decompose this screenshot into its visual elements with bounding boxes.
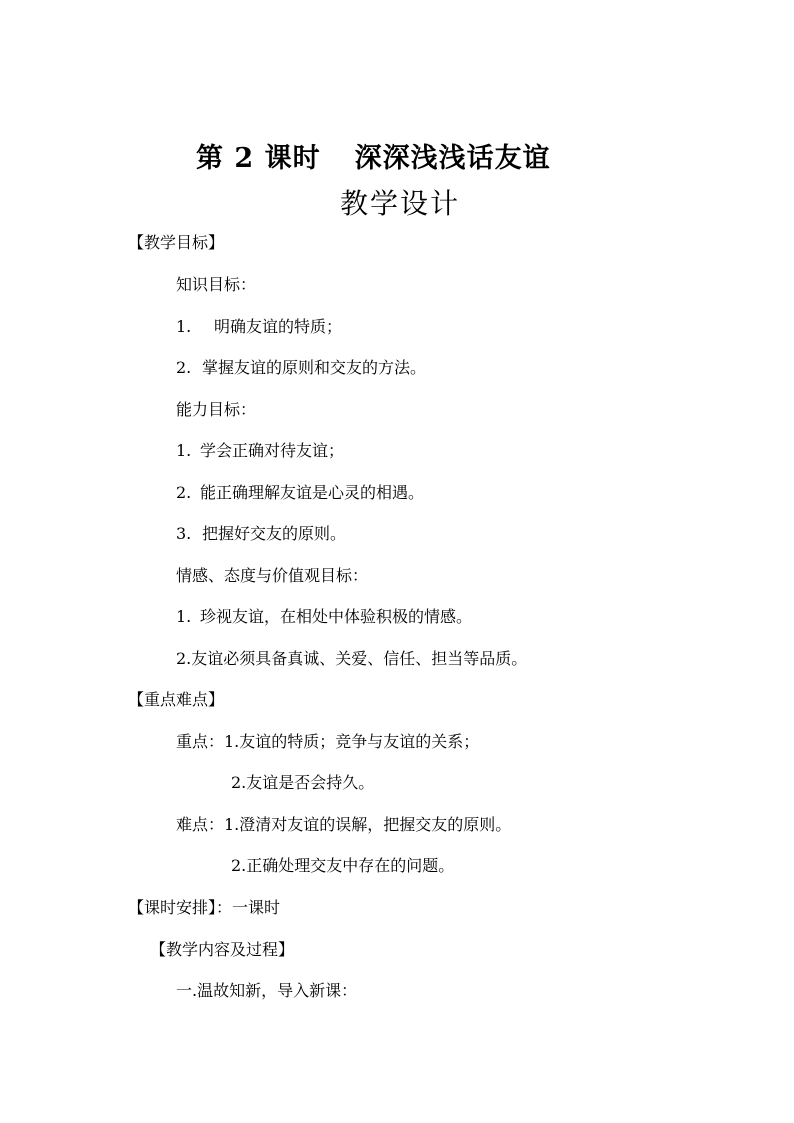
- list-text: 掌握友谊的原则和交友的方法。: [202, 358, 427, 377]
- list-text: 珍视友谊，在相处中体验积极的情感。: [200, 607, 473, 626]
- ability-item-2: [176, 483, 424, 503]
- list-number: 2.: [176, 483, 192, 502]
- document-subtitle: 教学设计: [340, 187, 461, 220]
- list-text: 能正确理解友谊是心灵的相遇。: [200, 483, 425, 502]
- list-number: 3.: [176, 524, 192, 543]
- list-text: 明确友谊的特质；: [214, 317, 343, 336]
- lesson-number: 第 2 课时: [196, 143, 321, 174]
- list-number: 1.: [176, 607, 192, 626]
- emotion-item-2: 2.友谊必须具备真诚、关爱、信任、担当等品质。: [176, 649, 528, 668]
- lesson-title: [196, 136, 551, 175]
- key-point-1: 重点：1.友谊的特质；竞争与友谊的关系；: [176, 732, 480, 751]
- list-number: 1.: [176, 441, 192, 460]
- ability-heading: 能力目标：: [176, 400, 257, 419]
- emotion-heading: 情感、态度与价值观目标：: [176, 566, 369, 585]
- ability-item-3: [176, 524, 346, 544]
- list-text: 学会正确对待友谊；: [200, 441, 345, 460]
- list-text: 把握好交友的原则。: [202, 524, 347, 543]
- process-heading: 【教学内容及过程】: [150, 940, 295, 959]
- list-number: 1.: [176, 317, 192, 336]
- difficult-point-1: 难点：1.澄清对友谊的误解，把握交友的原则。: [176, 815, 512, 834]
- lesson-topic: 深深浅浅话友谊: [354, 143, 551, 174]
- knowledge-item-1: [176, 317, 342, 337]
- list-number: 2.: [176, 358, 192, 377]
- ability-item-1: [176, 441, 344, 461]
- key-point-2: 2.友谊是否会持久。: [231, 773, 375, 792]
- emotion-item-1: [176, 607, 472, 627]
- knowledge-item-2: [176, 358, 426, 378]
- difficult-point-2: 2.正确处理交友中存在的问题。: [231, 856, 455, 875]
- objectives-heading: 【教学目标】: [128, 233, 225, 252]
- process-step-1: 一.温故知新，导入新课：: [176, 981, 358, 1000]
- knowledge-heading: 知识目标：: [176, 275, 257, 294]
- schedule-line: 【课时安排】：一课时: [128, 898, 281, 917]
- keypoints-heading: 【重点难点】: [128, 690, 225, 709]
